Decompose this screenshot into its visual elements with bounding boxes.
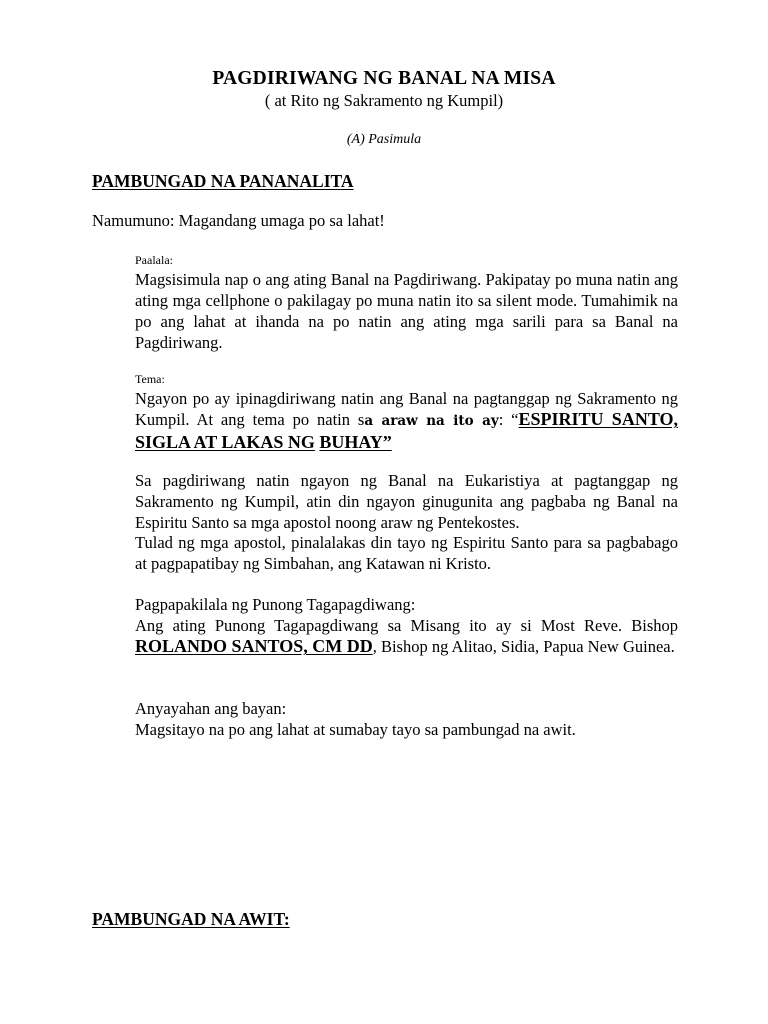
bishop-name: ROLANDO SANTOS, CM DD bbox=[135, 636, 373, 656]
document-title: PAGDIRIWANG NG BANAL NA MISA bbox=[212, 68, 556, 89]
tema-label: Tema: bbox=[135, 372, 165, 386]
tema-text-mid: a araw na ito ay bbox=[364, 413, 499, 429]
paalala-block bbox=[135, 253, 678, 353]
paragraph-apostol: Tulad ng mga apostol, pinalalakas din tayo ng Espiritu Santo para sa pagbabago at pagpapatibay ng Simbahan, ang Katawan ni Kristo. bbox=[135, 533, 678, 573]
pagpapakilala-label: Pagpapakilala ng Punong Tagapagdiwang: bbox=[135, 595, 416, 614]
pagpapakilala-text-end: , Bishop ng Alitao, Sidia, Papua New Guinea. bbox=[372, 637, 675, 656]
pagpapakilala-text-start: Ang ating Punong Tagapagdiwang sa Misang ito ay si Most Reve. Bishop bbox=[135, 616, 678, 635]
theme-title-part1: ESPIRITU SANTO, SIGLA AT LAKAS NG bbox=[135, 409, 679, 452]
section-marker: (A) Pasimula bbox=[346, 132, 422, 147]
tema-block bbox=[135, 372, 678, 453]
paragraph-eukaristiya: Sa pagdiriwang natin ngayon ng Banal na Eukaristiya at pagtanggap ng Sakramento ng Kumpil, atin din ngayon ginugunita ang pagbaba ng Banal na Espiritu Santo sa mga apostol noong araw ng Pentekostes. bbox=[135, 471, 678, 532]
pagpapakilala-text bbox=[135, 615, 678, 657]
anyayahan-label: Anyayahan ang bayan: bbox=[135, 699, 287, 718]
theme-title-part2: BUHAY” bbox=[319, 432, 392, 452]
anyayahan-block bbox=[135, 698, 678, 740]
document-subtitle: ( at Rito ng Sakramento ng Kumpil) bbox=[264, 91, 504, 110]
heading-pambungad-na-pananalita: PAMBUNGAD NA PANANALITA bbox=[92, 171, 354, 191]
pagpapakilala-block bbox=[135, 594, 678, 657]
tema-text bbox=[135, 388, 678, 453]
paalala-text: Magsisimula nap o ang ating Banal na Pagdiriwang. Pakipatay po muna natin ang ating mga cellphone o pakilagay po muna natin ito sa silent mode. Tumahimik na po ang lahat at ihanda na po natin ang ating mga sarili para sa Banal na Pagdiriwang. bbox=[135, 270, 678, 352]
tema-text-colon: : “ bbox=[498, 410, 519, 429]
namumuno-line: Namumuno: Magandang umaga po sa lahat! bbox=[92, 211, 385, 230]
tema-text-start: Ngayon po ay ipinagdiriwang natin ang Banal na pagtanggap ng Sakramento ng Kumpil. At ang tema po natin s bbox=[135, 389, 678, 429]
anyayahan-text: Magsitayo na po ang lahat at sumabay tayo sa pambungad na awit. bbox=[135, 720, 576, 739]
heading-pambungad-na-awit: PAMBUNGAD NA AWIT: bbox=[92, 909, 290, 929]
paalala-label: Paalala: bbox=[135, 253, 173, 267]
